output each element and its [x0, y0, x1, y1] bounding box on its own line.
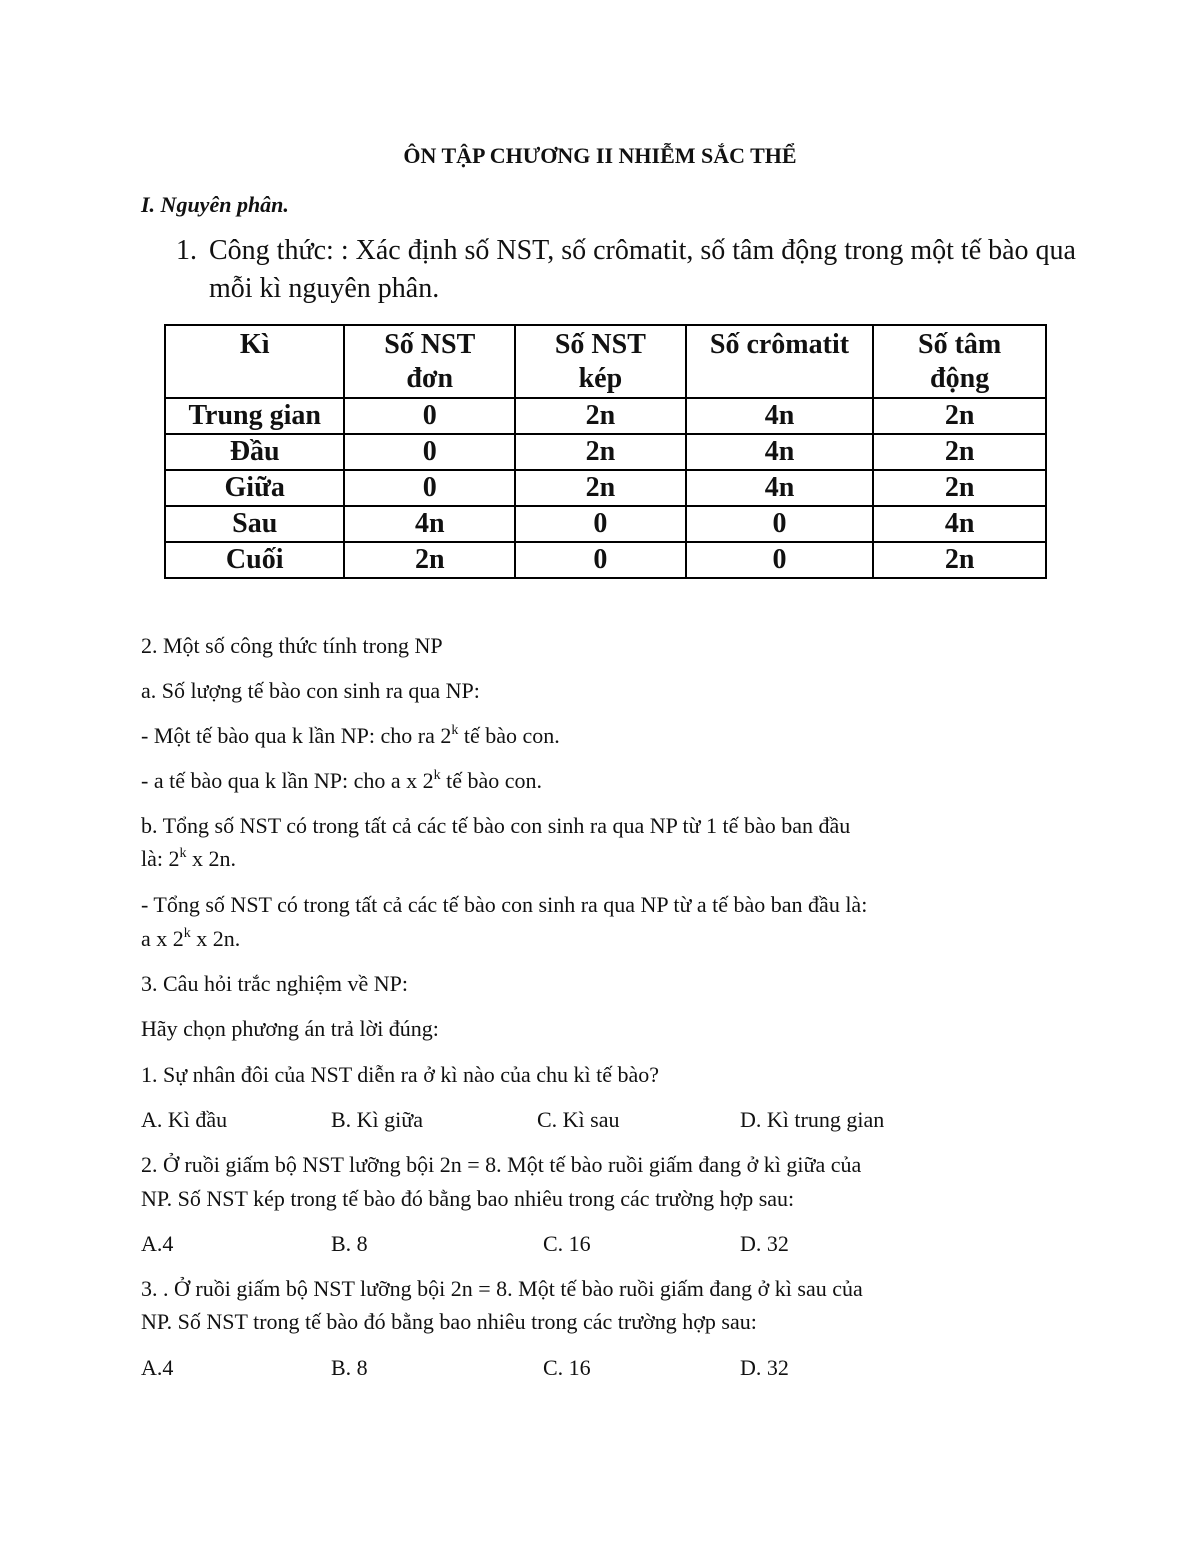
table-row [165, 434, 1046, 470]
table-cell: 2n [873, 470, 1046, 506]
question-3-line2: NP. Số NST trong tế bào đó bằng bao nhiêu trong các trường hợp sau: [141, 1309, 757, 1334]
table-cell: Cuối [165, 542, 344, 578]
header-cell: Kì [165, 325, 344, 398]
formula-a1: - Một tế bào qua k lần NP: cho ra 2$^k$ tế bào con. [141, 723, 560, 748]
table-header-row [165, 325, 1046, 398]
table-cell: 4n [686, 398, 874, 434]
table-cell: 0 [686, 506, 874, 542]
table-cell: 0 [344, 398, 515, 434]
table-cell: 0 [686, 542, 874, 578]
header-cell: Số tâm động [873, 325, 1046, 398]
answer-option: B. 8 [331, 1355, 368, 1380]
numbered-item-1 [176, 232, 1076, 308]
table-cell: 0 [344, 470, 515, 506]
question-1: 1. Sự nhân đôi của NST diễn ra ở kì nào của chu kì tế bào? [141, 1062, 660, 1087]
formula-b-line2: là: 2$^k$ x 2n. [141, 846, 236, 871]
table-cell: 2n [344, 542, 515, 578]
table-cell: Sau [165, 506, 344, 542]
section-heading: I. Nguyên phân. [141, 192, 289, 217]
table-cell: 4n [344, 506, 515, 542]
table-cell: 2n [873, 542, 1046, 578]
quiz-instruction: Hãy chọn phương án trả lời đúng: [141, 1016, 439, 1041]
header-cell: Số crômatit [686, 325, 874, 398]
table-row [165, 398, 1046, 434]
table-cell: Giữa [165, 470, 344, 506]
answer-option: D. Kì trung gian [740, 1107, 885, 1132]
table-cell: 0 [515, 506, 686, 542]
formula-a2: - a tế bào qua k lần NP: cho a x 2$^k$ tế bào con. [141, 768, 543, 793]
question-2-line2: NP. Số NST kép trong tế bào đó bằng bao nhiêu trong các trường hợp sau: [141, 1186, 795, 1211]
answer-option: A.4 [141, 1355, 174, 1380]
formula-a-heading: a. Số lượng tế bào con sinh ra qua NP: [141, 678, 480, 703]
answer-option: B. Kì giữa [331, 1107, 423, 1132]
page-title: ÔN TẬP CHƯƠNG II NHIỄM SẮC THỂ [403, 143, 797, 168]
table-row [165, 542, 1046, 578]
table-cell: 2n [515, 470, 686, 506]
formula-c-line1: - Tổng số NST có trong tất cả các tế bào con sinh ra qua NP từ a tế bào ban đầu là: [141, 892, 868, 917]
quiz-heading: 3. Câu hỏi trắc nghiệm về NP: [141, 971, 409, 996]
table-cell: 2n [515, 398, 686, 434]
answer-option: D. 32 [740, 1355, 789, 1380]
answer-option: A.4 [141, 1231, 174, 1256]
answer-option: D. 32 [740, 1231, 789, 1256]
formula-b-line1: b. Tổng số NST có trong tất cả các tế bào con sinh ra qua NP từ 1 tế bào ban đầu [141, 813, 851, 838]
table-cell: 4n [873, 506, 1046, 542]
question-3-line1: 3. . Ở ruồi giấm bộ NST lưỡng bội 2n = 8. Một tế bào ruồi giấm đang ở kì sau của [141, 1276, 863, 1301]
answer-option: C. 16 [543, 1355, 591, 1380]
item-number: 1. [176, 235, 197, 266]
header-cell: Số NST đơn [344, 325, 515, 398]
table-cell: 0 [344, 434, 515, 470]
answer-option: C. 16 [543, 1231, 591, 1256]
header-cell: Số NST kép [515, 325, 686, 398]
table-cell: 4n [686, 434, 874, 470]
answer-option: C. Kì sau [537, 1107, 620, 1132]
table-cell: 2n [873, 398, 1046, 434]
formulas-heading: 2. Một số công thức tính trong NP [141, 633, 443, 658]
answer-option: B. 8 [331, 1231, 368, 1256]
answer-option: A. Kì đầu [141, 1107, 228, 1132]
table-cell: Đầu [165, 434, 344, 470]
table-cell: 2n [873, 434, 1046, 470]
item-text: Công thức: : Xác định số NST, số crômatit, số tâm động trong một tế bào qua mỗi kì nguyên phân. [209, 235, 1076, 304]
table-row [165, 506, 1046, 542]
question-2-line1: 2. Ở ruồi giấm bộ NST lưỡng bội 2n = 8. Một tế bào ruồi giấm đang ở kì giữa của [141, 1152, 862, 1177]
table-cell: Trung gian [165, 398, 344, 434]
table-cell: 4n [686, 470, 874, 506]
table-cell: 0 [515, 542, 686, 578]
table-cell: 2n [515, 434, 686, 470]
mitosis-table [164, 324, 1047, 579]
table-row [165, 470, 1046, 506]
formula-c-line2: a x 2$^k$ x 2n. [141, 926, 241, 951]
